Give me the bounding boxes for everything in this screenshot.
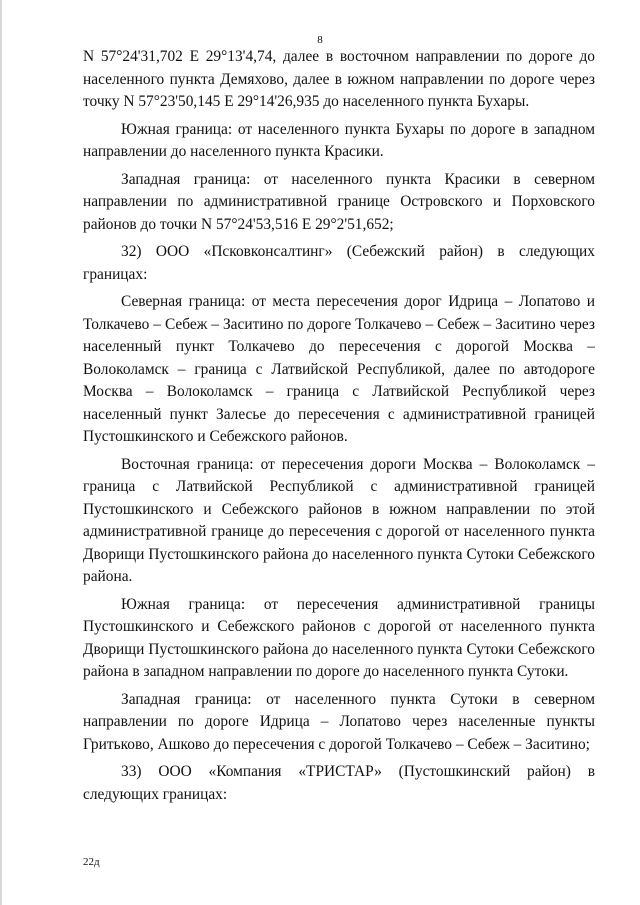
paragraph: 33) ООО «Компания «ТРИСТАР» (Пустошкинский район) в следующих границах:	[83, 763, 595, 803]
paragraph: Южная граница: от пересечения административной границы Пустошкинского и Себежского районов с дорогой от населенного пункта Дворищи Пустошкинского района до населенного пункта Сутоки Себежского района в западном направлении по дороге до населенного пункта Сутоки.	[83, 595, 595, 680]
paragraph: Южная граница: от населенного пункта Бухары по дороге в западном направлении до населенного пункта Красики.	[83, 120, 595, 160]
paragraph: Западная граница: от населенного пункта Сутоки в северном направлении по дороге Идрица – Лопатово через населенные пункты Гритьково, Ашково до пересечения с дорогой Толкачево – Себеж – Заситино;	[83, 690, 595, 753]
paragraph: 32) ООО «Псковконсалтинг» (Себежский район) в следующих границах:	[83, 243, 595, 283]
document-body	[83, 46, 595, 811]
footer-code: 22д	[83, 856, 100, 868]
page-number: 8	[317, 34, 323, 46]
paragraph: Западная граница: от населенного пункта Красики в северном направлении по административной границе Островского и Порховского районов до точки N 57°24'53,516 Е 29°2'51,652;	[83, 170, 595, 233]
paragraph: Северная граница: от места пересечения дорог Идрица – Лопатово и Толкачево – Себеж – Заситино по дороге Толкачево – Себеж – Заситино через населенный пункт Толкачево до пересечения с дорогой Москва – Волоколамск – граница с Латвийской Республикой, далее по автодороге Москва – Волоколамск – граница с Латвийской Республикой через населенный пункт Залесье до пересечения с административной границей Пустошкинского и Себежского районов.	[83, 293, 595, 445]
scan-edge	[0, 0, 2, 905]
paragraph: Восточная граница: от пересечения дороги Москва – Волоколамск – граница с Латвийской Республикой с административной границей Пустошкинского и Себежского районов в южном направлении по этой административной границе до пересечения с дорогой от населенного пункта Дворищи Пустошкинского района до населенного пункта Сутоки Себежского района.	[83, 455, 595, 585]
paragraph: N 57°24'31,702 Е 29°13'4,74, далее в восточном направлении по дороге до населенного пункта Демяхово, далее в южном направлении по дороге через точку N 57°23'50,145 Е 29°14'26,935 до населенного пункта Бухары.	[83, 48, 595, 110]
